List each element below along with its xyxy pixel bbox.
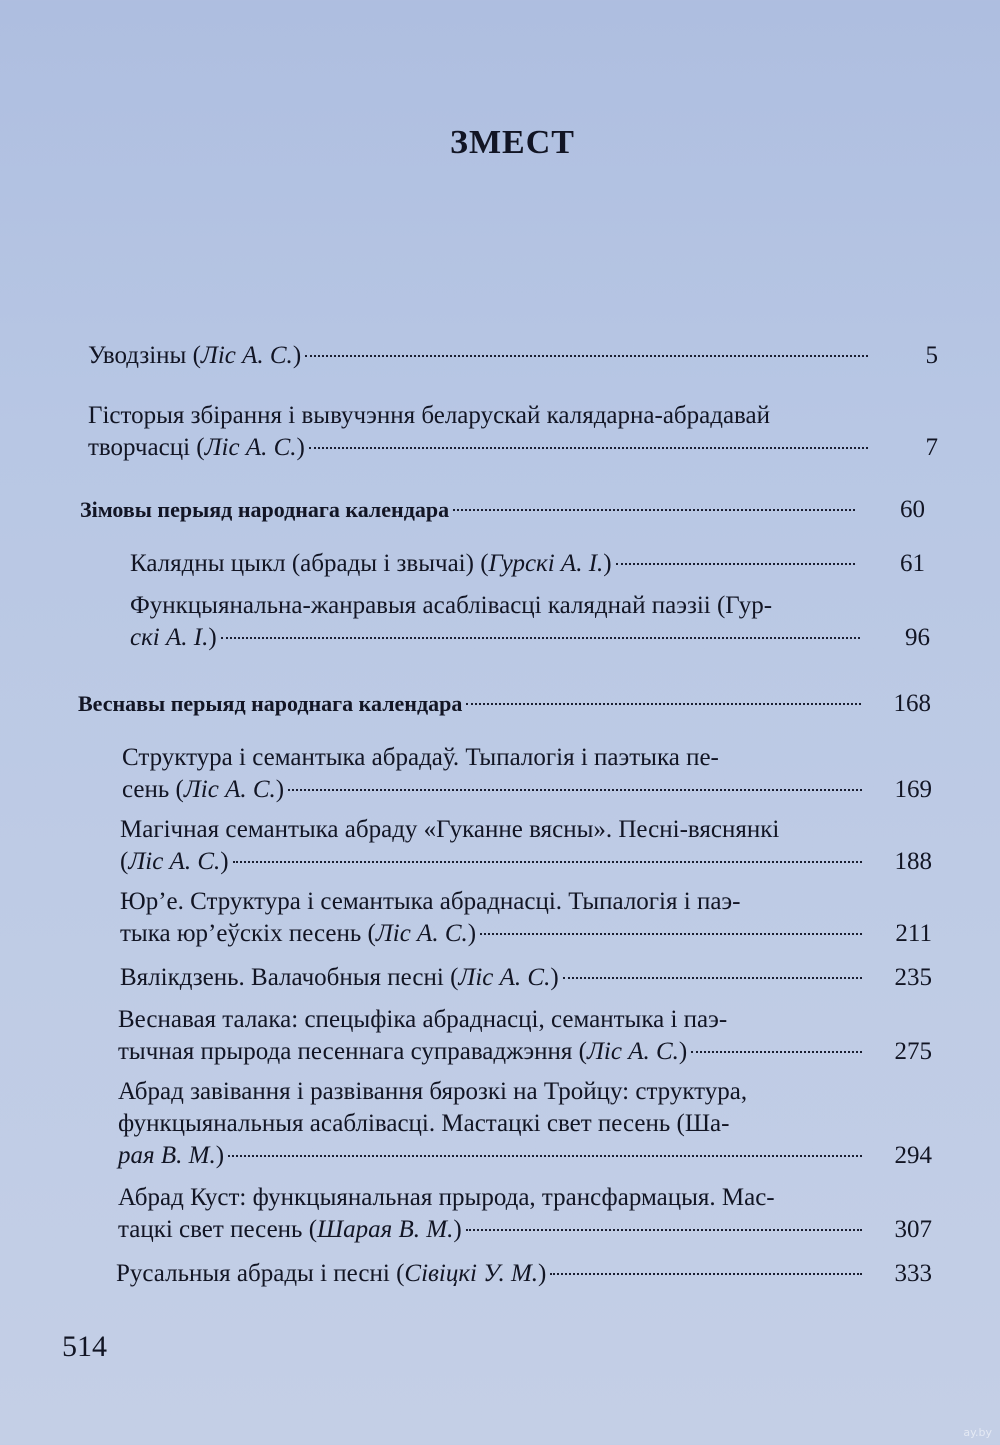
entry-page: 188 [894, 848, 932, 875]
toc-entry[interactable]: Уводзіны ( Ліс А. С. ) 5 [88, 340, 938, 372]
toc-entry[interactable]: Вялікдзень. Валачобныя песні ( Ліс А. С. ) 235 [120, 962, 932, 994]
leader-dots [228, 1155, 862, 1157]
entry-author: Шарая В. М. [317, 1216, 454, 1243]
entry-author: Ліс А. С. [128, 848, 221, 875]
leader-dots [563, 977, 862, 979]
entry-title: Русальныя абрады і песні ( [116, 1260, 405, 1287]
page-title: ЗМЕСТ [450, 124, 575, 161]
entry-title: тацкі свет песень ( [118, 1216, 318, 1243]
leader-dots [221, 637, 860, 639]
toc-entry[interactable]: Калядны цыкл (абрады і звычаі) ( Гурскі А. І. ) 61 [130, 548, 925, 580]
entry-title: Калядны цыкл (абрады і звычаі) ( [130, 550, 489, 577]
leader-dots [288, 789, 862, 791]
toc-entry[interactable]: Веснавая талака: спецыфіка абраднасці, семантыка і паэ- тычная прырода песеннага суправаджэння ( Ліс А. С. ) 275 [118, 1004, 932, 1068]
toc-entry[interactable]: Магічная семантыка абраду «Гуканне вясны». Песні-вяснянкі ( Ліс А. С. ) 188 [120, 814, 932, 878]
entry-page: 333 [894, 1260, 932, 1287]
entry-title: Уводзіны ( [88, 342, 201, 369]
entry-author: Ліс А. С. [204, 434, 297, 461]
entry-title: творчасці ( [88, 434, 205, 461]
entry-page: 96 [905, 624, 930, 651]
entry-page: 60 [900, 496, 925, 523]
entry-title-line: Магічная семантыка абраду «Гуканне вясны». Песні-вяснянкі [120, 816, 780, 843]
leader-dots [309, 447, 868, 449]
entry-title: тычная прырода песеннага суправаджэння ( [118, 1038, 587, 1065]
leader-dots [691, 1051, 862, 1053]
entry-page: 5 [925, 342, 938, 369]
entry-page: 275 [894, 1038, 932, 1065]
entry-title-line: Абрад завівання і развівання бярозкі на Тройцу: структура, [118, 1078, 748, 1105]
entry-title-line: Структура і семантыка абрадаў. Тыпалогія і паэтыка пе- [122, 744, 719, 771]
watermark: ay.by [963, 1426, 992, 1439]
toc-section[interactable] [80, 494, 925, 526]
leader-dots [466, 1229, 862, 1231]
entry-title-line: Юр’е. Структура і семантыка абраднасці. Тыпалогія і паэ- [120, 888, 741, 915]
leader-dots [453, 509, 855, 511]
entry-title-line: функцыянальныя асаблівасці. Мастацкі свет песень (Ша- [118, 1110, 730, 1137]
entry-author: Сівіцкі У. М. [404, 1260, 539, 1287]
entry-page: 211 [895, 920, 932, 947]
entry-page: 294 [894, 1142, 932, 1169]
leader-dots [550, 1273, 862, 1275]
entry-page: 7 [925, 434, 938, 461]
toc-entry[interactable]: Структура і семантыка абрадаў. Тыпалогія і паэтыка пе- сень ( Ліс А. С. ) 169 [122, 742, 932, 806]
entry-title-line: Веснавая талака: спецыфіка абраднасці, семантыка і паэ- [118, 1006, 728, 1033]
toc-entry[interactable]: Абрад Куст: функцыянальная прырода, трансфармацыя. Мас- тацкі свет песень ( Шарая В. М. ) 307 [118, 1182, 932, 1246]
section-title: Веснавы перыяд народнага календара [78, 691, 463, 716]
entry-title: сень ( [122, 776, 184, 803]
toc-entry[interactable]: Гісторыя збірання і вывучэння беларускай калядарна-абрадавай творчасці ( Ліс А. С. ) 7 [88, 400, 938, 464]
leader-dots [305, 355, 868, 357]
entry-author: Ліс А. С. [586, 1038, 679, 1065]
entry-author: Ліс А. С. [375, 920, 468, 947]
toc-section[interactable] [78, 688, 931, 720]
entry-author: Ліс А. С. [183, 776, 276, 803]
entry-page: 169 [894, 776, 932, 803]
leader-dots [480, 933, 862, 935]
entry-author: Гурскі А. І. [488, 550, 604, 577]
leader-dots [466, 703, 861, 705]
entry-title: ( [120, 848, 129, 875]
toc-entry[interactable]: Русальныя абрады і песні ( Сівіцкі У. М. ) 333 [116, 1258, 932, 1290]
entry-author: скі А. І. [130, 624, 209, 651]
entry-author: рая В. М. [118, 1142, 216, 1169]
entry-author: Ліс А. С. [458, 964, 551, 991]
leader-dots [616, 563, 855, 565]
entry-page: 307 [894, 1216, 932, 1243]
toc-entry[interactable]: Функцыянальна-жанравыя асаблівасці каляднай паэзіі (Гур- скі А. І. ) 96 [130, 590, 930, 654]
toc-entry[interactable]: Абрад завівання і развівання бярозкі на Тройцу: структура, функцыянальныя асаблівасці. Мастацкі свет песень (Ша- рая В. М. ) 294 [118, 1076, 932, 1172]
section-title: Зімовы перыяд народнага календара [80, 497, 450, 522]
entry-title: Вялікдзень. Валачобныя песні ( [120, 964, 459, 991]
toc-entry[interactable]: Юр’е. Структура і семантыка абраднасці. Тыпалогія і паэ- тыка юр’еўскіх песень ( Ліс А. С. ) 211 [120, 886, 932, 950]
entry-title-line: Абрад Куст: функцыянальная прырода, трансфармацыя. Мас- [118, 1184, 775, 1211]
entry-title-line: Функцыянальна-жанравыя асаблівасці каляднай паэзіі (Гур- [130, 592, 773, 619]
entry-author: Ліс А. С. [200, 342, 293, 369]
entry-title-line: Гісторыя збірання і вывучэння беларускай калядарна-абрадавай [88, 402, 771, 429]
entry-page: 235 [894, 964, 932, 991]
leader-dots [233, 861, 862, 863]
entry-page: 61 [900, 550, 925, 577]
entry-page: 168 [893, 690, 931, 717]
entry-title: тыка юр’еўскіх песень ( [120, 920, 376, 947]
page-number: 514 [62, 1330, 107, 1363]
